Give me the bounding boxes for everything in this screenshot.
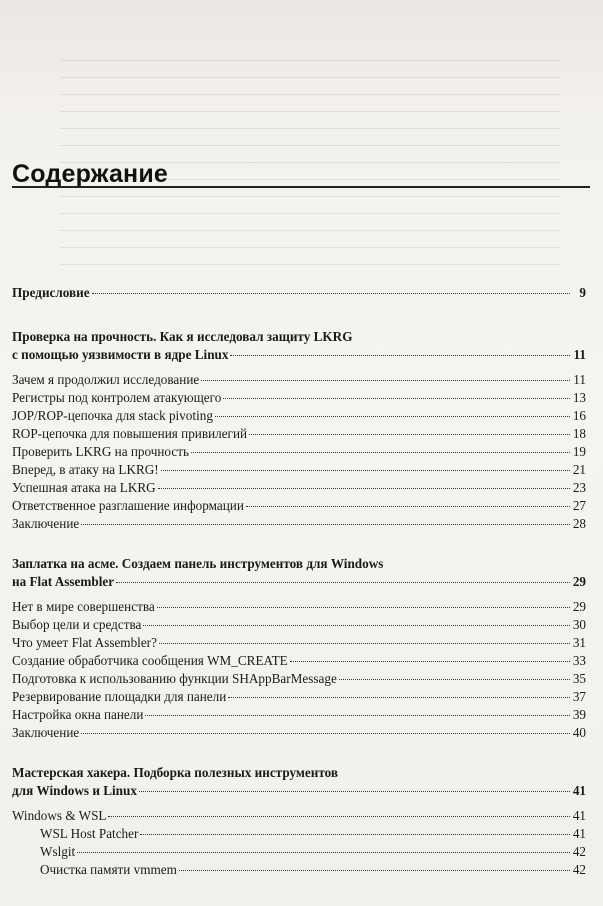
dot-leader: [92, 293, 570, 294]
dot-leader: [339, 679, 570, 680]
chapter-2-title-line2: на Flat Assembler 29: [12, 574, 586, 589]
page-number: 11: [573, 372, 586, 387]
toc-entry: Выбор цели и средства 30: [12, 617, 586, 632]
chapter-1-title-line2: с помощью уязвимости в ядре Linux 11: [12, 347, 586, 362]
dot-leader: [201, 380, 570, 381]
chapter-1-title-line1: Проверка на прочность. Как я исследовал защиту LKRG: [12, 329, 353, 344]
dot-leader: [215, 416, 570, 417]
page-number: 18: [572, 426, 586, 441]
toc-entry: JOP/ROP-цепочка для stack pivoting 16: [12, 408, 586, 423]
toc-entry: Wslgit 42: [40, 844, 586, 859]
toc-entry: Очистка памяти vmmem 42: [40, 862, 586, 877]
toc-entry: Заключение 28: [12, 516, 586, 531]
page-number: 35: [572, 671, 586, 686]
page-number: 41: [572, 826, 586, 841]
dot-leader: [143, 625, 570, 626]
dot-leader: [77, 852, 570, 853]
toc-entry: Создание обработчика сообщения WM_CREATE 33: [12, 653, 586, 668]
dot-leader: [116, 582, 570, 583]
dot-leader: [159, 643, 570, 644]
page-number: 40: [572, 725, 586, 740]
page-number: 19: [572, 444, 586, 459]
dot-leader: [158, 488, 570, 489]
toc-entry: Настройка окна панели 39: [12, 707, 586, 722]
title-rule: [12, 186, 590, 188]
dot-leader: [81, 524, 570, 525]
toc-entry: Ответственное разглашение информации 27: [12, 498, 586, 513]
toc-entry: Заключение 40: [12, 725, 586, 740]
dot-leader: [223, 398, 570, 399]
table-of-contents: [12, 284, 586, 879]
page-number: 23: [572, 480, 586, 495]
page-number: 13: [572, 390, 586, 405]
dot-leader: [81, 733, 570, 734]
dot-leader: [145, 715, 570, 716]
dot-leader: [139, 791, 570, 792]
chapter-2-title-line1: Заплатка на асме. Создаем панель инструментов для Windows: [12, 556, 384, 571]
toc-entry-preface: Предисловие 9: [12, 285, 586, 300]
page-number: 28: [572, 516, 586, 531]
chapter-3-title-line2: для Windows и Linux 41: [12, 783, 586, 798]
dot-leader: [246, 506, 570, 507]
page-number: 21: [572, 462, 586, 477]
toc-entry: Резервирование площадки для панели 37: [12, 689, 586, 704]
dot-leader: [161, 470, 570, 471]
toc-entry: Регистры под контролем атакующего 13: [12, 390, 586, 405]
dot-leader: [140, 834, 570, 835]
dot-leader: [179, 870, 570, 871]
toc-entry: Зачем я продолжил исследование 11: [12, 372, 586, 387]
page-number: 27: [572, 498, 586, 513]
toc-entry: Windows & WSL 41: [12, 808, 586, 823]
toc-entry: Вперед, в атаку на LKRG! 21: [12, 462, 586, 477]
page-number: 29: [572, 599, 586, 614]
page-number: 16: [572, 408, 586, 423]
page-number: 33: [572, 653, 586, 668]
dot-leader: [290, 661, 570, 662]
page-number: 31: [572, 635, 586, 650]
dot-leader: [230, 355, 570, 356]
page-number: 41: [572, 808, 586, 823]
page-number: 42: [572, 862, 586, 877]
toc-entry: ROP-цепочка для повышения привилегий 18: [12, 426, 586, 441]
page-number: 37: [572, 689, 586, 704]
toc-entry: Успешная атака на LKRG 23: [12, 480, 586, 495]
dot-leader: [249, 434, 570, 435]
chapter-3-title-line1: Мастерская хакера. Подборка полезных инструментов: [12, 765, 339, 780]
toc-entry: Подготовка к использованию функции SHAppBarMessage 35: [12, 671, 586, 686]
dot-leader: [108, 816, 570, 817]
dot-leader: [191, 452, 570, 453]
toc-entry: WSL Host Patcher 41: [40, 826, 586, 841]
toc-entry: Нет в мире совершенства 29: [12, 599, 586, 614]
page-number: 42: [572, 844, 586, 859]
dot-leader: [228, 697, 570, 698]
toc-entry: Что умеет Flat Assembler? 31: [12, 635, 586, 650]
toc-entry: Проверить LKRG на прочность 19: [12, 444, 586, 459]
dot-leader: [157, 607, 570, 608]
page-title: Содержание: [12, 160, 169, 188]
page-number: 39: [572, 707, 586, 722]
page-number: 30: [572, 617, 586, 632]
